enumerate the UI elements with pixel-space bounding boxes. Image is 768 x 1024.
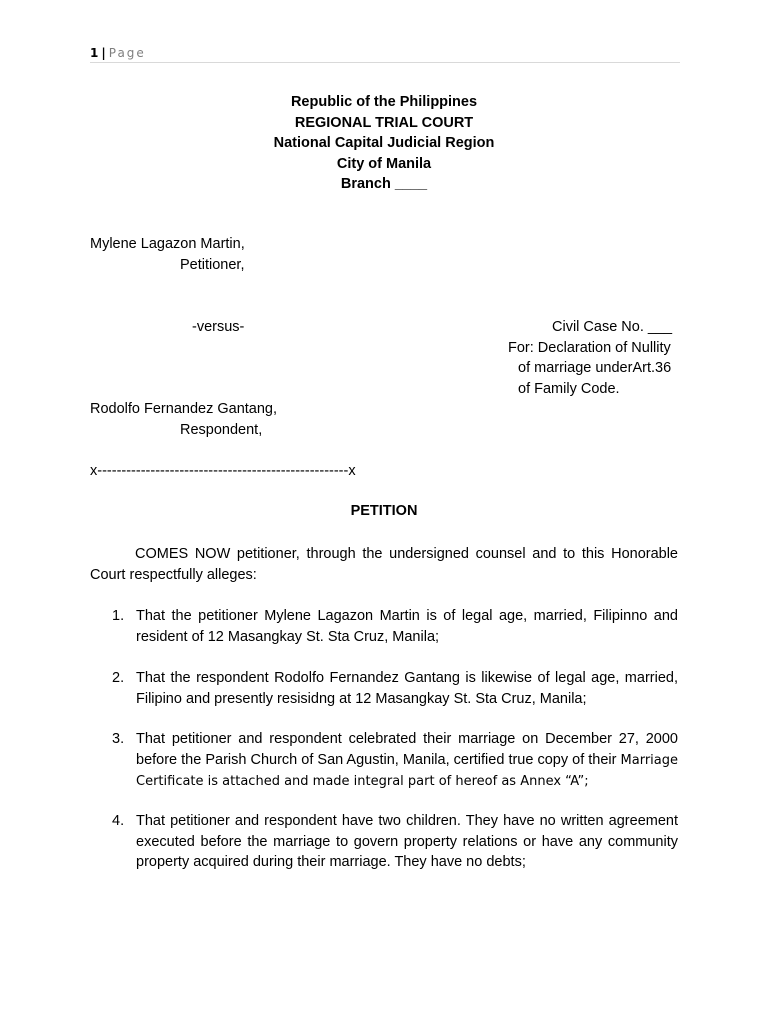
item-text: [136, 729, 678, 793]
allegation-item-2: [90, 668, 678, 709]
court-line-city: City of Manila: [336, 155, 432, 172]
civil-case-number: Civil Case No. ___: [552, 319, 673, 335]
case-nature-line2: of marriage underArt.36: [518, 360, 672, 376]
allegation-item-3: [90, 729, 678, 793]
caption-divider: x----------------------------------------------------x: [90, 463, 356, 479]
item-number: 2.: [112, 670, 125, 686]
intro-paragraph: [90, 544, 678, 585]
respondent-name: Rodolfo Fernandez Gantang,: [90, 401, 278, 417]
item-text: That the petitioner Mylene Lagazon Martin is of legal age, married, Filipinno and resident of 12 Masangkay St. Sta Cruz, Manila;: [136, 608, 678, 645]
versus-label: -versus-: [192, 319, 245, 335]
intro-text: COMES NOW petitioner, through the undersigned counsel and to this Honorable Court respectfully alleges:: [90, 546, 678, 583]
allegation-item-1: [90, 606, 678, 647]
court-line-region: National Capital Judicial Region: [273, 135, 495, 152]
case-nature-line1: For: Declaration of Nullity: [508, 340, 671, 356]
court-caption: [90, 92, 678, 195]
item-text: That petitioner and respondent have two children. They have no written agreement executed before the marriage to govern property relations or have any community property acquired during their marriage. They have no debts;: [136, 813, 678, 870]
court-line-branch: Branch ____: [340, 176, 428, 193]
respondent-role: Respondent,: [180, 422, 263, 438]
court-line-republic: Republic of the Philippines: [290, 94, 478, 110]
petitioner-name: Mylene Lagazon Martin,: [90, 236, 245, 252]
case-nature-line3: of Family Code.: [518, 381, 620, 397]
allegation-item-4: [90, 811, 678, 873]
page-number: 1: [90, 46, 99, 60]
petitioner-role: Petitioner,: [180, 257, 245, 273]
document-title: PETITION: [350, 503, 418, 519]
court-line-rtc: REGIONAL TRIAL COURT: [294, 114, 474, 131]
page-separator: |: [101, 46, 106, 60]
item-number: 4.: [112, 813, 125, 829]
item-number: 3.: [112, 731, 125, 747]
page-header: [90, 46, 680, 63]
item-number: 1.: [112, 608, 125, 624]
item-text-annex: Marriage Certificate is attached and made integral part of hereof as Annex “A”;: [136, 752, 679, 789]
page-word: Page: [108, 46, 146, 60]
item-text: That the respondent Rodolfo Fernandez Gantang is likewise of legal age, married, Filipino and presently resisidng at 12 Masangkay St. Sta Cruz, Manila;: [136, 670, 678, 707]
item-text-main: That petitioner and respondent celebrated their marriage on December 27, 2000 before the Parish Church of San Agustin, Manila, certified true copy of their: [136, 731, 678, 768]
